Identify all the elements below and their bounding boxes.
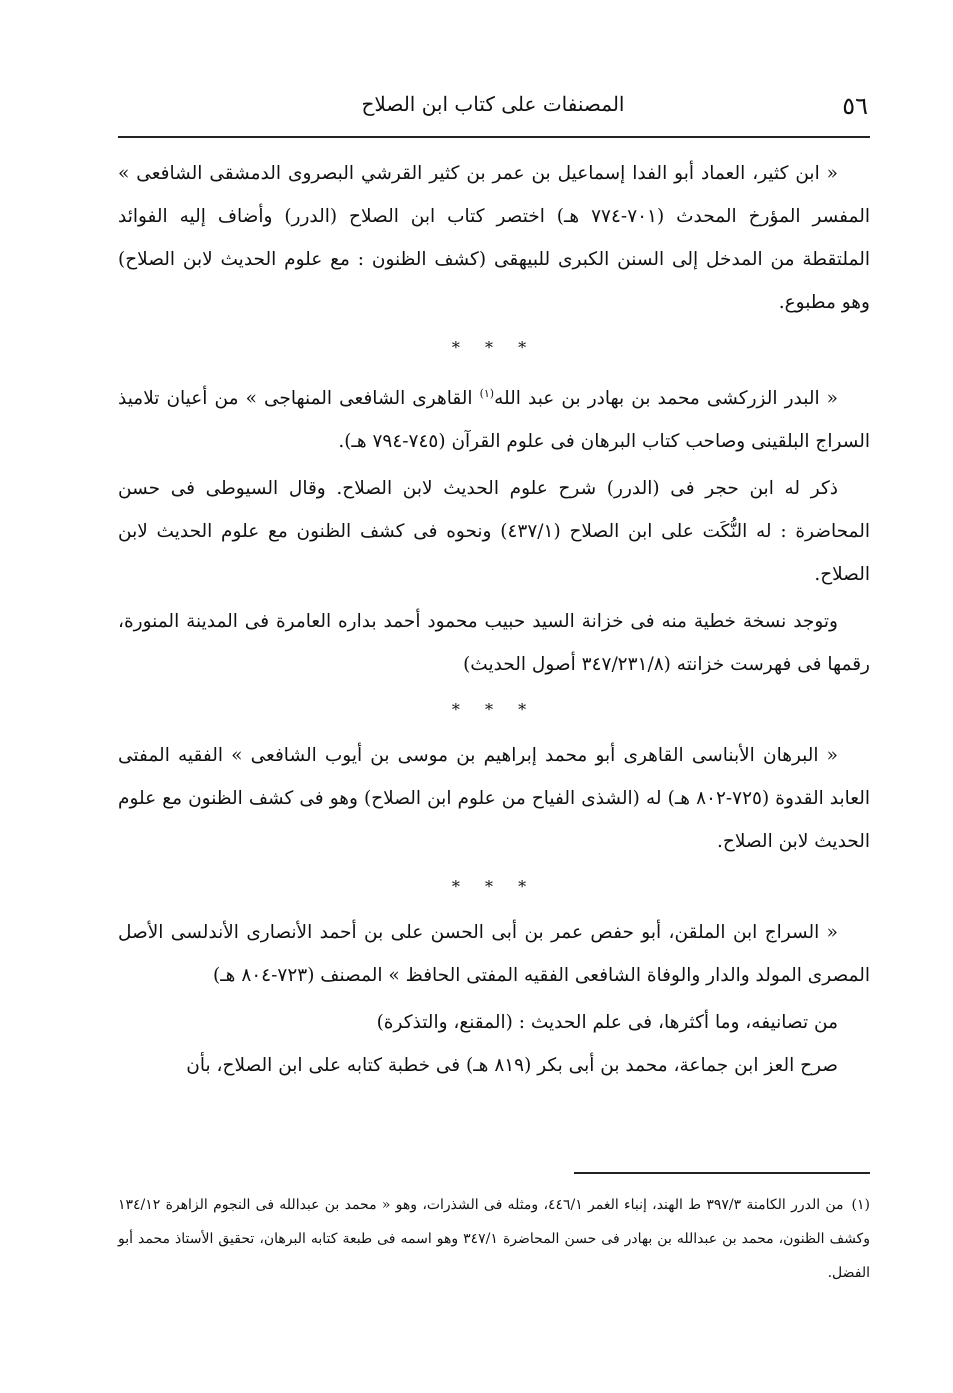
footnote-ref[interactable]: (١) [479,387,495,400]
footnote-number: (١) [851,1197,870,1213]
page-number: ٥٦ [842,92,868,120]
footnote-1 [118,1188,870,1290]
running-title: المصنفات على كتاب ابن الصلاح [361,92,625,116]
footnote-text: من الدرر الكامنة ٣٩٧/٣ ط الهند، إنباء الغمر ٤٤٦/١، ومثله فى الشذرات، وهو « محمد بن عبدالله فى النجوم الزاهرة ١٣٤/١٢ وكشف الظنون، محمد بن عبدالله بن بهادر فى حسن المحاضرة ٣٤٧/١ وهو اسمه فى طبعة كتابه البرهان، تحقيق الأستاذ محمد أبو الفضل. [118,1197,870,1281]
footnote-rule [574,1172,870,1174]
ibn-al-mulaqqin-works: من تصانيفه، وما أكثرها، فى علم الحديث : (المقنع، والتذكرة) [376,1012,838,1034]
entry-ibn-kathir: « ابن كثير، العماد أبو الفدا إسماعيل بن عمر بن كثير القرشي البصروى الدمشقى الشافعى » المفسر المؤرخ المحدث (٧٠١-٧٧٤ هـ) اختصر كتاب ابن الصلاح (الدرر) وأضاف إليه الفوائد الملتقطة من المدخل إلى السنن الكبرى للبيهقى (كشف الظنون : مع علوم الحديث لابن الصلاح) وهو مطبوع. [118,163,870,313]
section-separator: * * * [451,338,537,357]
entry-abnasi: « البرهان الأبناسى القاهرى أبو محمد إبراهيم بن موسى بن أيوب الشافعى » الفقيه المفتى العابد القدوة (٧٢٥-٨٠٢ هـ) له (الشذى الفياح من علوم ابن الصلاح) وهو فى كشف الظنون مع علوم الحديث لابن الصلاح. [118,745,870,853]
page-header [118,88,868,134]
header-rule [118,136,870,138]
section-separator: * * * [451,877,537,897]
ibn-jamaa-paragraph: صرح العز ابن جماعة، محمد بن أبى بكر (٨١٩ هـ) فى خطبة كتابه على ابن الصلاح، بأن [186,1055,838,1077]
footnotes [118,1188,870,1290]
main-text [118,152,870,1087]
manuscript-paragraph: وتوجد نسخة خطية منه فى خزانة السيد حبيب محمود أحمد بداره العامرة فى المدينة المنورة، رقمها فى فهرست خزانته (٣٤٧/٢٣١/٨ أصول الحديث) [118,611,870,676]
entry-zarkashi-start: « البدر الزركشى محمد بن بهادر بن عبد الله [494,388,838,410]
zarkashi-works-paragraph: ذكر له ابن حجر فى (الدرر) شرح علوم الحديث لابن الصلاح. وقال السيوطى فى حسن المحاضرة : له النُّكَت على ابن الصلاح (٤٣٧/١) ونحوه فى كشف الظنون مع علوم الحديث لابن الصلاح. [118,478,870,586]
section-separator: * * * [451,700,537,720]
entry-zarkashi [118,372,870,463]
entry-ibn-al-mulaqqin: « السراج ابن الملقن، أبو حفص عمر بن أبى الحسن على بن أحمد الأنصارى الأندلسى الأصل المصرى المولد والدار والوفاة الشافعى الفقيه المفتى الحافظ » المصنف (٧٢٣-٨٠٤ هـ) [118,922,870,987]
entry-zarkashi-end: القاهرى الشافعى المنهاجى » من أعيان تلاميذ السراج البلقينى وصاحب كتاب البرهان فى علوم القرآن (٧٤٥-٧٩٤ هـ). [118,388,870,453]
